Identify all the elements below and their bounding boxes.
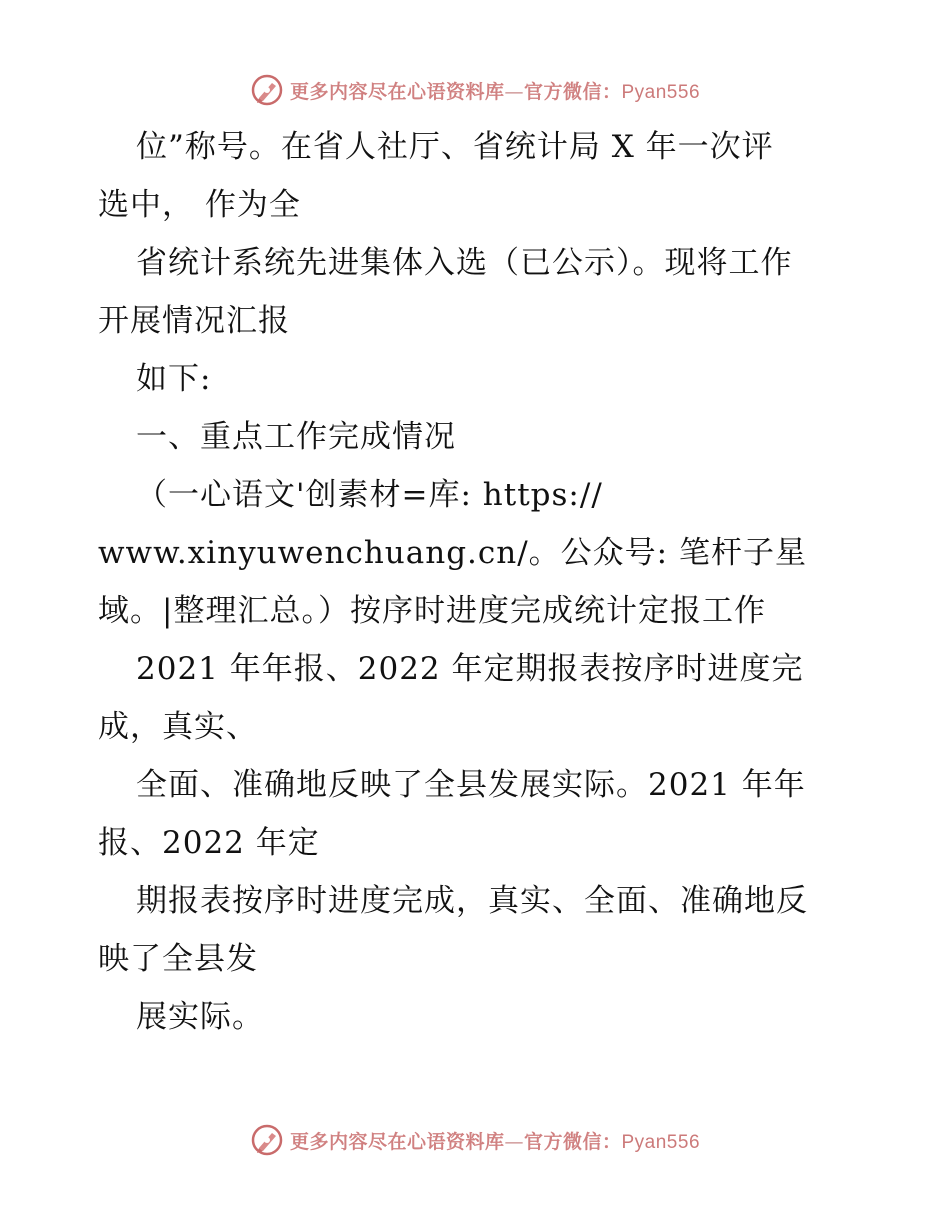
text-line: 全面、准确地反映了全县发展实际。2021 年年 [136, 767, 806, 803]
watermark-title: 更多内容尽在心语资料库 [289, 80, 505, 103]
text-line: www.xinyuwenchuang.cn/。公众号: 笔杆子星 [98, 535, 807, 571]
text-line: 一、重点工作完成情况 [136, 419, 456, 455]
pen-logo-icon [250, 73, 284, 107]
header-watermark [0, 70, 950, 110]
text-line: 期报表按序时进度完成，真实、全面、准确地反 [136, 883, 808, 919]
text-line: 开展情况汇报 [98, 303, 290, 339]
watermark-label: 官方微信： [523, 80, 622, 103]
text-line: 报、2022 年定 [98, 825, 320, 861]
pen-logo-icon [250, 1123, 284, 1157]
watermark-separator: — [504, 1130, 524, 1153]
text-line: 如下: [136, 361, 212, 397]
watermark-label: 官方微信： [523, 1130, 622, 1153]
text-line: 展实际。 [136, 999, 264, 1035]
watermark-text [290, 77, 700, 104]
footer-watermark [0, 1120, 950, 1160]
text-line: 映了全县发 [98, 941, 258, 977]
watermark-handle: Pyan556 [621, 1131, 701, 1153]
watermark-title: 更多内容尽在心语资料库 [289, 1130, 505, 1153]
text-line: （一心语文'创素材=库: https:// [136, 477, 603, 513]
text-line: 成，真实、 [98, 709, 258, 745]
text-line: 2021 年年报、2022 年定期报表按序时进度完 [136, 651, 804, 687]
text-line: 选中， 作为全 [98, 187, 301, 223]
document-body [98, 118, 888, 1046]
watermark-handle: Pyan556 [621, 81, 701, 103]
watermark-text [290, 1127, 700, 1154]
watermark-separator: — [504, 80, 524, 103]
text-line: 位”称号。在省人社厅、省统计局 X 年一次评 [136, 129, 774, 165]
text-line: 省统计系统先进集体入选（已公示）。现将工作 [136, 245, 793, 281]
text-line: 域。|整理汇总。）按序时进度完成统计定报工作 [98, 593, 766, 629]
